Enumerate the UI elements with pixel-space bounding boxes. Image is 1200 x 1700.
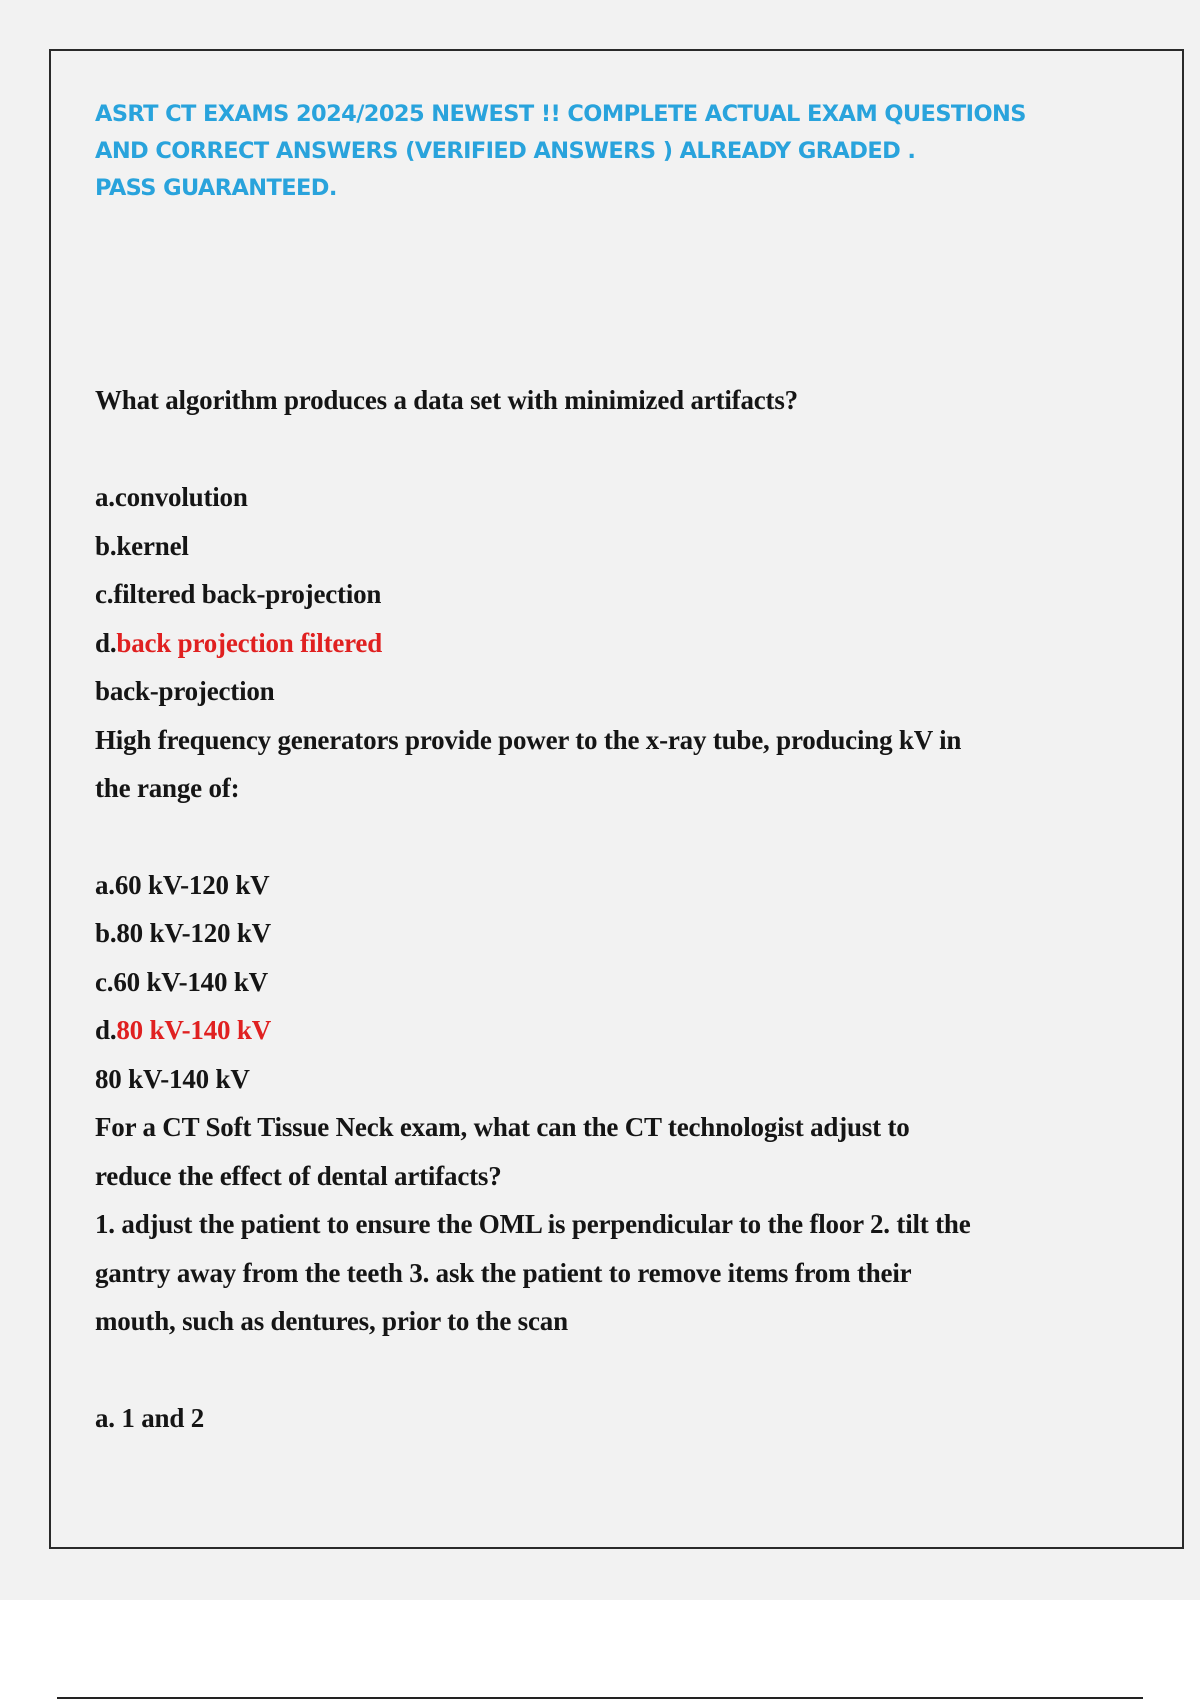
q2-option-b: b.80 kV-120 kV	[95, 918, 271, 948]
question-3-line-5: mouth, such as dentures, prior to the scan	[95, 1306, 568, 1336]
q1-correct-answer: back projection filtered	[116, 627, 383, 658]
question-2-line-1: High frequency generators provide power to the x-ray tube, producing kV in	[95, 724, 962, 755]
q1-answer: back-projection	[95, 676, 275, 706]
title-line-1: ASRT CT EXAMS 2024/2025 NEWEST !! COMPLETE ACTUAL EXAM QUESTIONS	[95, 101, 1026, 127]
title-line-2: AND CORRECT ANSWERS (VERIFIED ANSWERS ) ALREADY GRADED .	[95, 138, 916, 164]
question-3-line-2: reduce the effect of dental artifacts?	[95, 1160, 502, 1191]
question-3-line-3: 1. adjust the patient to ensure the OML is perpendicular to the floor 2. tilt the	[95, 1209, 971, 1239]
q2-option-d-prefix: d.	[95, 1015, 117, 1045]
q1-option-a: a.convolution	[95, 482, 248, 512]
q2-option-a: a.60 kV-120 kV	[95, 869, 270, 900]
question-1-block	[95, 376, 1085, 425]
question-3-line-4: gantry away from the teeth 3. ask the patient to remove items from their	[95, 1257, 912, 1288]
spacer	[95, 813, 1085, 861]
q3-option-a: a. 1 and 2	[95, 1402, 205, 1433]
q1-option-d-prefix: d.	[95, 627, 117, 658]
q2-option-d	[95, 1006, 1085, 1055]
question-1-options	[95, 473, 1085, 1442]
q2-answer: 80 kV-140 kV	[95, 1063, 250, 1094]
next-page-area	[0, 1600, 1200, 1700]
q1-option-c: c.filtered back-projection	[95, 579, 382, 609]
next-page-top-rule	[57, 1697, 1143, 1699]
q1-option-d	[95, 619, 1085, 668]
q2-option-c: c.60 kV-140 kV	[95, 966, 268, 997]
q2-correct-answer: 80 kV-140 kV	[116, 1015, 271, 1045]
spacer	[95, 1346, 1085, 1394]
question-1-text: What algorithm produces a data set with minimized artifacts?	[95, 385, 798, 415]
document-title	[95, 96, 1055, 207]
title-line-3: PASS GUARANTEED.	[95, 175, 337, 201]
question-2-line-2: the range of:	[95, 773, 240, 803]
question-3-line-1: For a CT Soft Tissue Neck exam, what can the CT technologist adjust to	[95, 1112, 910, 1142]
q1-option-b: b.kernel	[95, 530, 189, 561]
